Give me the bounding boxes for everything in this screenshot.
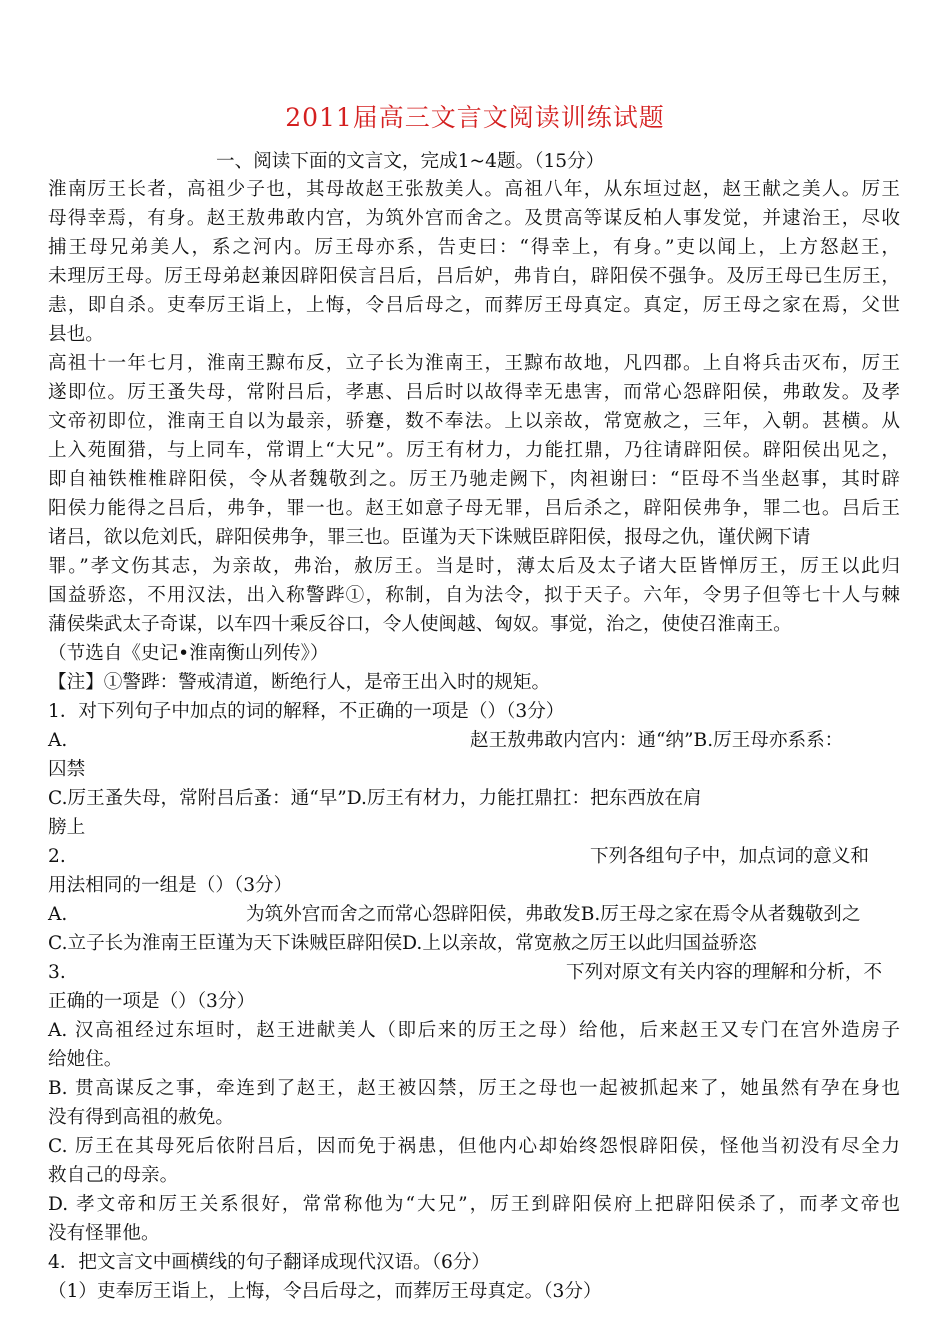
- passage-line: 文帝初即位，淮南王自以为最亲，骄蹇，数不奉法。上以亲故，常宽赦之，三年，入朝。甚横。从: [48, 411, 900, 432]
- question-2-number: 2.: [48, 846, 66, 867]
- question-3-option-line: 没有怪罪他。: [48, 1223, 160, 1244]
- source-citation: （节选自《史记•淮南衡山列传》）: [48, 643, 329, 664]
- question-3-option-line: A. 汉高祖经过东垣时，赵王进献美人（即后来的厉王之母）给他，后来赵王又专门在宫外造房子: [48, 1020, 900, 1041]
- passage-line: 蒲侯柴武太子奇谋，以车四十乘反谷口，令人使闽越、匈奴。事觉，治之，使使召淮南王。: [48, 614, 792, 635]
- question-2-option-a-label: A.: [48, 904, 68, 925]
- passage-line: 高祖十一年七月，淮南王黥布反，立子长为淮南王，王黥布故地，凡四郡。上自将兵击灭布，厉王: [48, 353, 900, 374]
- passage-line: 恚，即自杀。吏奉厉王诣上，上悔，令吕后母之，而葬厉王母真定。真定，厉王母之家在焉，父世: [48, 295, 900, 316]
- passage-line: 即自袖铁椎椎辟阳侯，令从者魏敬刭之。厉王乃驰走阙下，肉袒谢曰：“臣母不当坐赵事，其时辟: [48, 469, 900, 490]
- question-3-stem: 下列对原文有关内容的理解和分析，不: [566, 962, 883, 983]
- question-1-stem: 1．对下列句子中加点的词的解释，不正确的一项是（）（3分）: [48, 701, 565, 722]
- question-3-stem-cont: 正确的一项是（）（3分）: [48, 991, 256, 1012]
- question-1-options-ab: 赵王敖弗敢内宫内：通“纳”B.厉王母亦系系：: [470, 730, 844, 751]
- question-3-option-line: 救自己的母亲。: [48, 1165, 179, 1186]
- section-header: 一、阅读下面的文言文，完成1~4题。（15分）: [216, 151, 605, 172]
- question-3-option-line: D. 孝文帝和厉王关系很好，常常称他为“大兄”，厉王到辟阳侯府上把辟阳侯杀了，而孝文帝也: [48, 1194, 900, 1215]
- question-3-option-line: 没有得到高祖的赦免。: [48, 1107, 234, 1128]
- question-4-stem: 4．把文言文中画横线的句子翻译成现代汉语。（6分）: [48, 1252, 491, 1273]
- question-3-option-line: B. 贯高谋反之事，牵连到了赵王，赵王被囚禁，厉王之母也一起被抓起来了，她虽然有孕在身也: [48, 1078, 900, 1099]
- passage-line: 国益骄恣，不用汉法，出入称警跸①，称制，自为法令，拟于天子。六年，令男子但等七十人与棘: [48, 585, 900, 606]
- passage-line: 诸吕，欲以危刘氏，辟阳侯弗争，罪三也。臣谨为天下诛贼臣辟阳侯，报母之仇，谨伏阙下请: [48, 527, 811, 548]
- question-3-option-line: C. 厉王在其母死后依附吕后，因而免于祸患，但他内心却始终怨恨辟阳侯，怪他当初没有尽全力: [48, 1136, 900, 1157]
- question-3-option-line: 给她住。: [48, 1049, 123, 1070]
- passage-line: 上入苑囿猎，与上同车，常谓上“大兄”。厉王有材力，力能扛鼎，乃往请辟阳侯。辟阳侯出见之，: [48, 440, 900, 461]
- passage-line: 遂即位。厉王蚤失母，常附吕后，孝惠、吕后时以故得幸无患害，而常心怨辟阳侯，弗敢发。及孝: [48, 382, 900, 403]
- question-2-options-cd: C.立子长为淮南王臣谨为天下诛贼臣辟阳侯D.上以亲故，常宽赦之厉王以此归国益骄恣: [48, 933, 758, 954]
- passage-line: 县也。: [48, 324, 104, 345]
- question-1-options-ab-cont: 囚禁: [48, 759, 86, 780]
- document-title: 2011届高三文言文阅读训练试题: [285, 103, 665, 132]
- question-2-options-ab: 为筑外宫而舍之而常心怨辟阳侯，弗敢发B.厉王母之家在焉令从者魏敬刭之: [246, 904, 861, 925]
- passage-line: 罪。”孝文伤其志，为亲故，弗治，赦厉王。当是时，薄太后及太子诸大臣皆惮厉王，厉王以此归: [48, 556, 900, 577]
- footnote: 【注】①警跸：警戒清道，断绝行人，是帝王出入时的规矩。: [48, 672, 551, 693]
- question-3-number: 3.: [48, 962, 66, 983]
- question-2-stem: 下列各组句子中，加点词的意义和: [590, 846, 869, 867]
- question-1-option-a-label: A.: [48, 730, 68, 751]
- question-1-options-cd-cont: 膀上: [48, 817, 86, 838]
- passage-line: 捕王母兄弟美人，系之河内。厉王母亦系，告吏曰：“得幸上，有身。”吏以闻上，上方怒赵王，: [48, 237, 900, 258]
- question-2-stem-cont: 用法相同的一组是（）（3分）: [48, 875, 293, 896]
- passage-line: 未理厉王母。厉王母弟赵兼因辟阳侯言吕后，吕后妒，弗肯白，辟阳侯不强争。及厉王母已生厉王，: [48, 266, 900, 287]
- passage-line: 阳侯力能得之吕后，弗争，罪一也。赵王如意子母无罪，吕后杀之，辟阳侯弗争，罪二也。吕后王: [48, 498, 900, 519]
- question-4-sub-1: （1）吏奉厉王诣上，上悔，令吕后母之，而葬厉王母真定。（3分）: [48, 1281, 602, 1302]
- passage-line: 母得幸焉，有身。赵王敖弗敢内宫，为筑外宫而舍之。及贯高等谋反柏人事发觉，并逮治王，尽收: [48, 208, 900, 229]
- passage-line: 淮南厉王长者，高祖少子也，其母故赵王张敖美人。高祖八年，从东垣过赵，赵王献之美人。厉王: [48, 179, 900, 200]
- question-1-options-cd: C.厉王蚤失母，常附吕后蚤：通“早”D.厉王有材力，力能扛鼎扛：把东西放在肩: [48, 788, 702, 809]
